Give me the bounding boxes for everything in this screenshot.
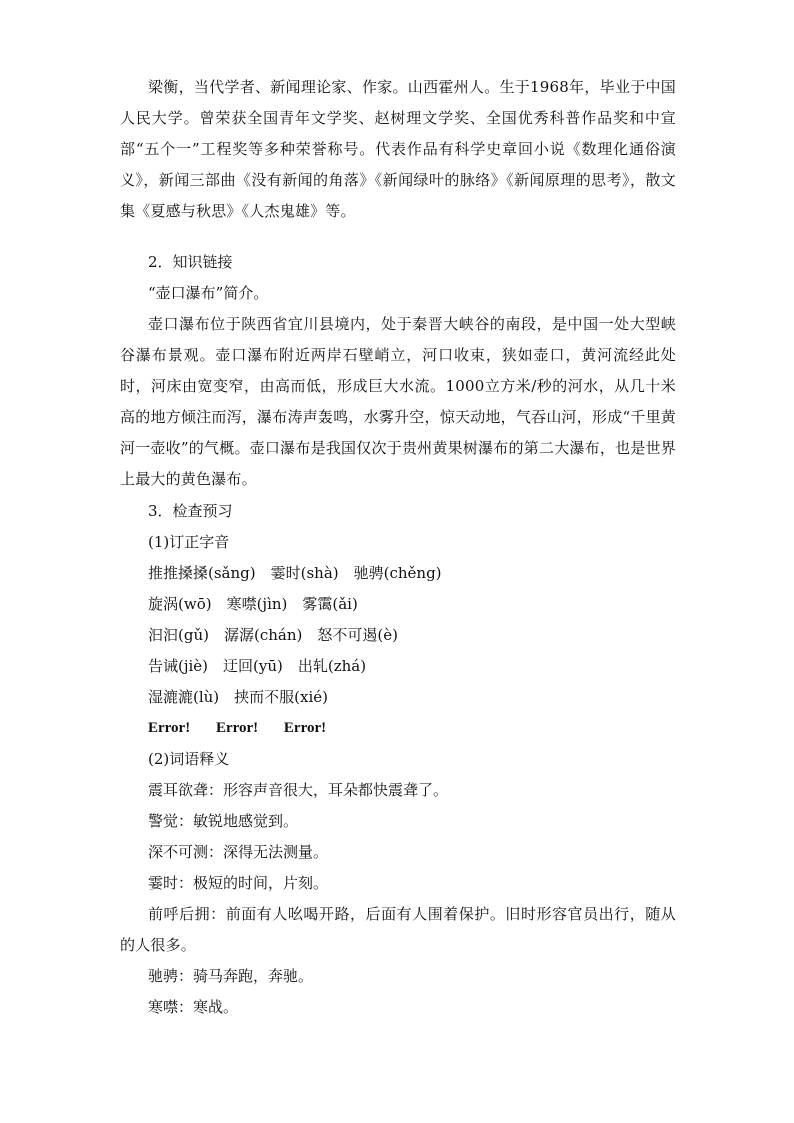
vocabulary-item: 霎时：极短的时间，片刻。 [148, 874, 329, 892]
knowledge-heading: 2．知识链接 [148, 253, 233, 271]
knowledge-subheading: “壶口瀑布”简介。 [148, 284, 269, 302]
error-text: Error! [148, 720, 191, 736]
author-intro-paragraph: 梁衡，当代学者、新闻理论家、作家。山西霍州人。生于1968年，毕业于中国人民大学。曾荣获全国青年文学奖、赵树理文学奖、全国优秀科普作品奖和中宣部“五个一”工程奖等多种荣誉称号。代表作品有科学史章回小说《数理化通俗演义》，新闻三部曲《没有新闻的角落》《新闻绿叶的脉络》《新闻原理的思考》，散文集《夏感与秋思》《人杰鬼雄》等。 [120, 78, 676, 220]
vocabulary-heading: (2)词语释义 [148, 750, 230, 768]
pronunciation-line: 旋涡(wō) 寒噤(jìn) 雾霭(ǎi) [148, 595, 358, 613]
vocabulary-item: 深不可测：深得无法测量。 [148, 843, 329, 861]
pronunciation-line: 告诫(jiè) 迂回(yū) 出轧(zhá) [148, 657, 367, 675]
vocabulary-item-long: 前呼后拥：前面有人吆喝开路，后面有人围着保护。旧时形容官员出行，随从的人很多。 [120, 905, 676, 954]
pronunciation-line: 推推搡搡(sǎng) 霎时(shà) 驰骋(chěng) [148, 564, 442, 582]
vocabulary-item: 警觉：敏锐地感觉到。 [148, 812, 299, 830]
vocabulary-item: 寒噤：寒战。 [148, 998, 239, 1016]
error-placeholders [148, 713, 676, 744]
vocabulary-item: 震耳欲聋：形容声音很大，耳朵都快震聋了。 [148, 781, 449, 799]
pronunciation-line: 湿漉漉(lù) 挟而不服(xié) [148, 688, 329, 706]
pronunciation-line: 汩汩(gǔ) 潺潺(chán) 怒不可遏(è) [148, 626, 398, 644]
vocabulary-item: 驰骋：骑马奔跑，奔驰。 [148, 967, 314, 985]
hukou-waterfall-paragraph: 壶口瀑布位于陕西省宜川县境内，处于秦晋大峡谷的南段，是中国一处大型峡谷瀑布景观。壶口瀑布附近两岸石壁峭立，河口收束，狭如壶口，黄河流经此处时，河床由宽变窄，由高而低，形成巨大水流。1000立方米/秒的河水，从几十米高的地方倾注而泻，瀑布涛声轰鸣，水雾升空，惊天动地，气吞山河，形成“千里黄河一壶收”的气概。壶口瀑布是我国仅次于贵州黄果树瀑布的第二大瀑布，也是世界上最大的黄色瀑布。 [120, 315, 676, 488]
preview-heading: 3．检查预习 [148, 502, 233, 520]
error-text: Error! [283, 720, 327, 736]
error-text: Error! [215, 720, 259, 736]
pronunciation-heading: (1)订正字音 [148, 533, 230, 551]
